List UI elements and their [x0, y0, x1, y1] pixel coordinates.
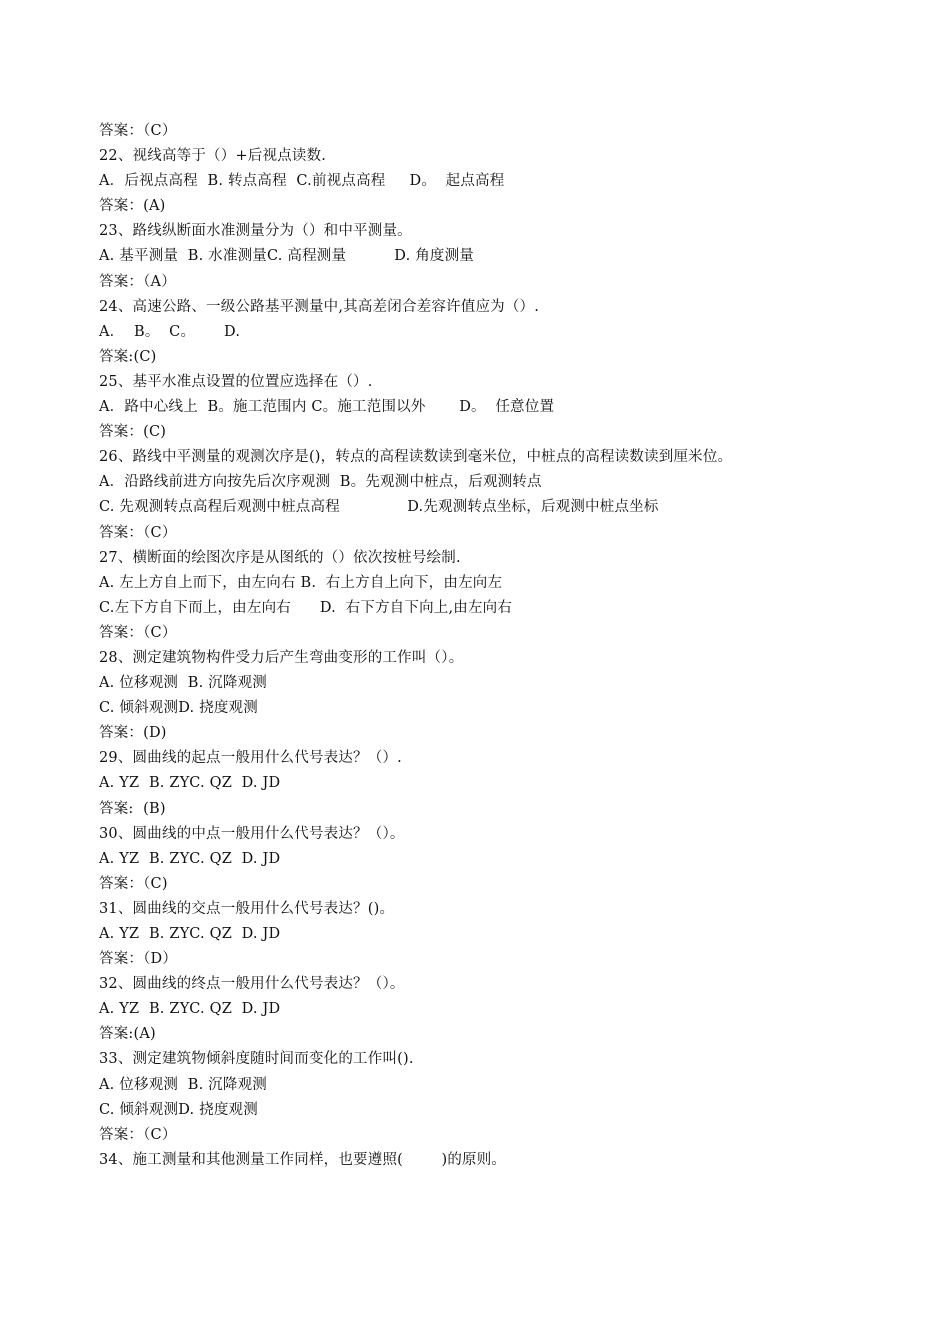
question-line: 32、圆曲线的终点一般用什么代号表达？（）。 [99, 976, 405, 993]
options-line: A. YZ B. ZYC. QZ D. JD [99, 775, 281, 792]
answer-line: 答案：（C) [99, 875, 168, 892]
answer-line: 答案：（C） [99, 1126, 177, 1143]
options-line: C. 倾斜观测D. 挠度观测 [99, 1101, 258, 1118]
answer-line: 答案：（D） [99, 951, 178, 968]
question-line: 26、路线中平测量的观测次序是()，转点的高程读数读到毫米位，中桩点的高程读数读到厘米位。 [99, 449, 733, 466]
options-line: C. 先观测转点高程后观测中桩点高程 D.先观测转点坐标，后观测中桩点坐标 [99, 499, 659, 516]
options-line: A. 位移观测 B. 沉降观测 [99, 675, 267, 692]
options-line: A. YZ B. ZYC. QZ D. JD [99, 850, 281, 867]
options-line: A. 左上方自上而下，由左向右 B. 右上方自上向下，由左向左 [99, 574, 503, 591]
answer-line: 答案：（C） [99, 524, 177, 541]
question-line: 29、圆曲线的起点一般用什么代号表达？（）. [99, 750, 402, 767]
question-line: 27、横断面的绘图次序是从图纸的（）依次按桩号绘制. [99, 549, 461, 566]
answer-line: 答案:(C) [99, 348, 157, 365]
options-line: A. YZ B. ZYC. QZ D. JD [99, 1001, 281, 1018]
question-line: 28、测定建筑物构件受力后产生弯曲变形的工作叫（）。 [99, 649, 464, 666]
options-line: A. 位移观测 B. 沉降观测 [99, 1076, 267, 1093]
options-line: A．沿路线前进方向按先后次序观测 B。先观测中桩点，后观测转点 [99, 474, 542, 491]
options-line: C.左下方自下而上，由左向右 D. 右下方自下向上,由左向右 [99, 599, 513, 616]
options-line: A．路中心线上 B。施工范围内 C。施工范围以外 D。 任意位置 [99, 399, 555, 416]
answer-line: 答案：（C） [99, 624, 177, 641]
answer-line: 答案:(A) [99, 1026, 156, 1043]
question-line: 25、基平水准点设置的位置应选择在（）. [99, 373, 373, 390]
question-line: 30、圆曲线的中点一般用什么代号表达？（）。 [99, 825, 405, 842]
question-line: 24、高速公路、一级公路基平测量中,其高差闭合差容许值应为（）. [99, 298, 540, 315]
answer-line: 答案：(A) [99, 198, 166, 215]
question-line: 34、施工测量和其他测量工作同样，也要遵照( )的原则。 [99, 1151, 507, 1168]
options-line: A．后视点高程 B. 转点高程 C.前视点高程 D。 起点高程 [99, 173, 505, 190]
answer-line: 答案: (B) [99, 800, 166, 817]
answer-line: 答案：(D) [99, 725, 167, 742]
options-line: C. 倾斜观测D. 挠度观测 [99, 700, 258, 717]
answer-line: 答案：（C） [99, 123, 177, 139]
question-line: 33、测定建筑物倾斜度随时间而变化的工作叫(). [99, 1051, 414, 1068]
options-line: A. 基平测量 B. 水准测量C. 高程测量 D. 角度测量 [99, 248, 474, 265]
question-line: 23、路线纵断面水准测量分为（）和中平测量。 [99, 223, 412, 240]
options-line: A. YZ B. ZYC. QZ D. JD [99, 926, 281, 942]
options-line: A． B。 C。 D. [99, 323, 241, 340]
answer-line: 答案：（A） [99, 273, 176, 290]
question-line: 31、圆曲线的交点一般用什么代号表达？()。 [99, 900, 395, 917]
answer-line: 答案：(C) [99, 424, 167, 441]
question-line: 22、视线高等于（）+后视点读数. [99, 148, 327, 165]
document-body [99, 119, 879, 1173]
